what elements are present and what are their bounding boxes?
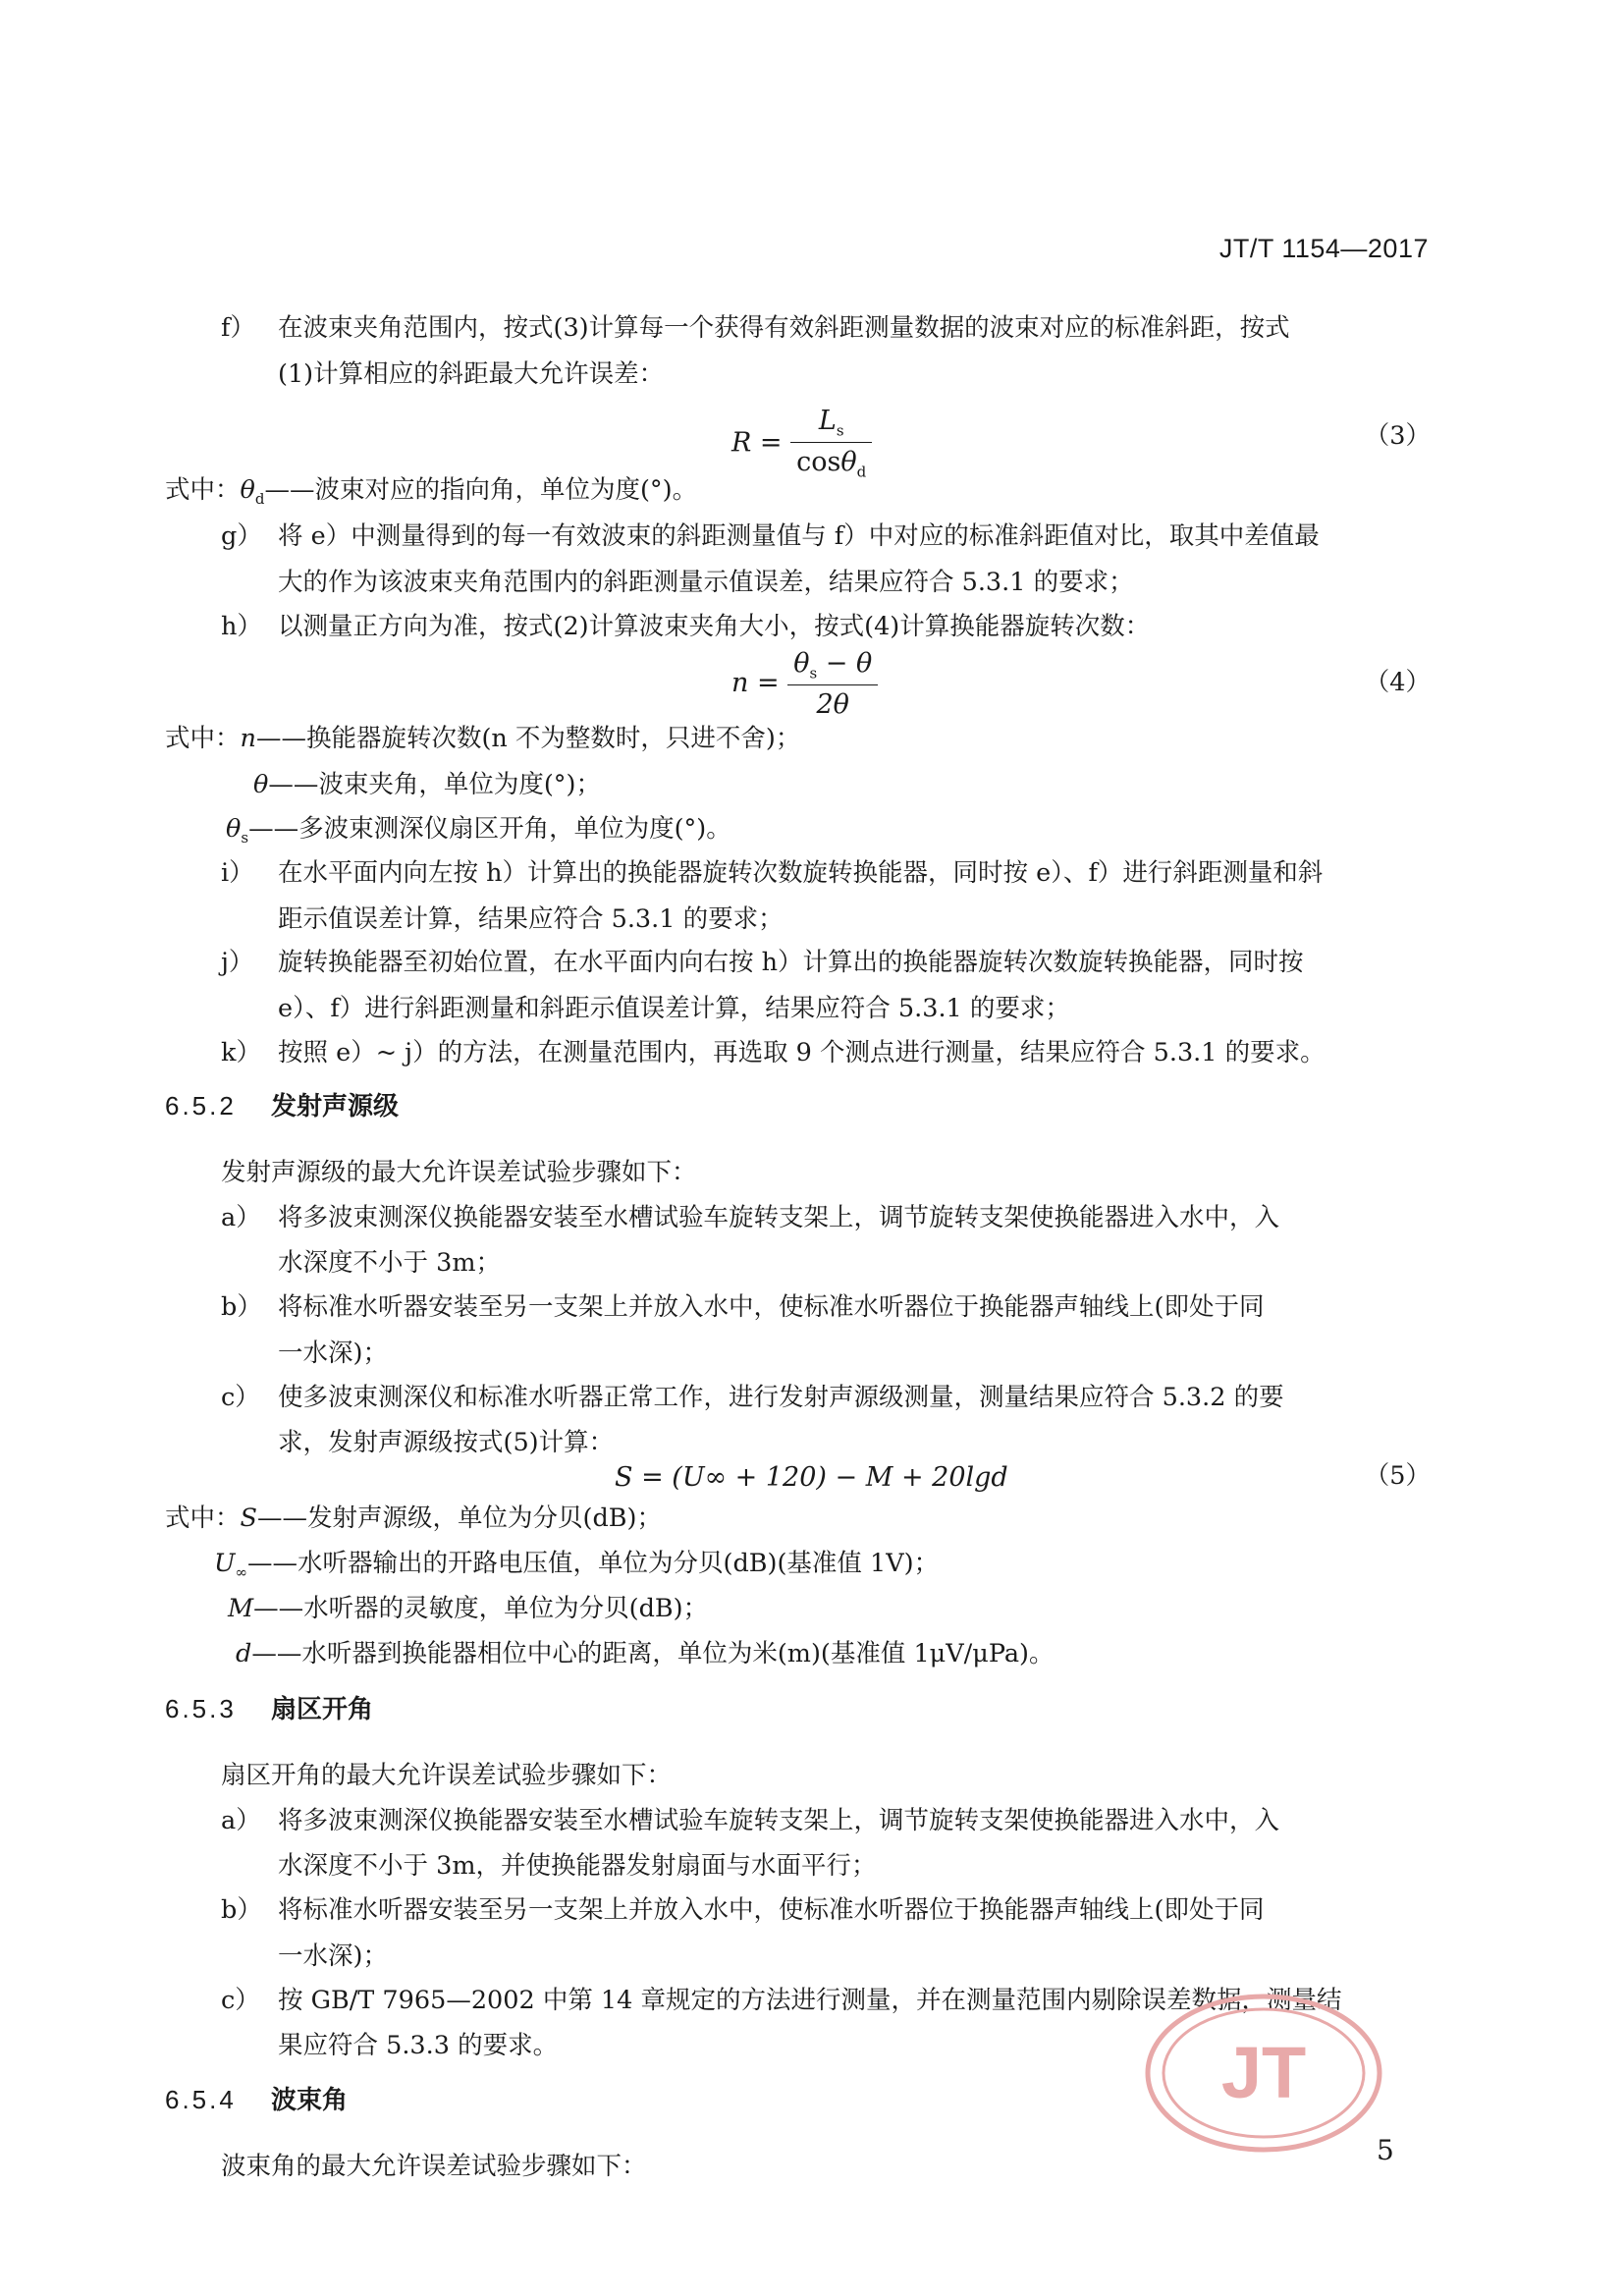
where5-d-text: ——水听器到换能器相位中心的距离，单位为米(m)(基准值 1μV/μPa)。 [251, 1639, 1055, 1668]
item-i-line1: 在水平面内向左按 h）计算出的换能器旋转次数旋转换能器，同时按 e）、f）进行斜距测量和斜 [278, 858, 1324, 888]
item-h-line1: 以测量正方向为准，按式(2)计算波束夹角大小，按式(4)计算换能器旋转次数： [278, 612, 1151, 641]
eq4-num-rest: − θ [817, 648, 873, 679]
where5-U-symbol: U [214, 1549, 236, 1578]
sec652-c-line2: 求，发射声源级按式(5)计算： [278, 1428, 615, 1457]
section-6-5-3-heading [165, 1696, 373, 1722]
sec653-b-label: b） [221, 1895, 262, 1925]
section-number: 6.5.3 [165, 1694, 237, 1723]
section-6-5-4-heading [165, 2087, 348, 2113]
eq4-den: 2θ [787, 684, 878, 718]
where5-U-text: ——水听器输出的开路电压值，单位为分贝(dB)(基准值 1V)； [247, 1549, 940, 1578]
item-g-line1: 将 e）中测量得到的每一有效波束的斜距测量值与 f）中对应的标准斜距值对比，取其中差值最 [278, 521, 1320, 551]
where-eq5-S [165, 1503, 662, 1533]
sec652-a-line2: 水深度不小于 3m； [278, 1248, 502, 1278]
item-h-label: h） [221, 612, 262, 641]
eq3-num-sub: s [836, 421, 844, 440]
section-title: 波束角 [271, 2086, 349, 2115]
where5-d-symbol: d [236, 1639, 252, 1668]
sec652-c-label: c） [221, 1383, 260, 1412]
item-f-line2: (1)计算相应的斜距最大允许误差： [278, 359, 665, 389]
sec653-c-label: c） [221, 1986, 260, 2015]
equation-5: S = (U∞ + 120) − M + 20lgd [615, 1462, 1008, 1493]
equation-3 [731, 408, 872, 480]
where-eq3 [165, 475, 698, 509]
section-6-5-2-heading [165, 1093, 399, 1120]
jt-stamp-watermark [1141, 1990, 1386, 2157]
section-title: 发射声源级 [271, 1092, 400, 1121]
where-eq4-theta [253, 770, 602, 799]
item-g-line2: 大的作为该波束夹角范围内的斜距测量示值误差，结果应符合 5.3.1 的要求； [278, 568, 1134, 597]
eq5-number: （5） [1364, 1461, 1431, 1491]
page-number: 5 [1377, 2134, 1394, 2166]
item-j-line1: 旋转换能器至初始位置，在水平面内向右按 h）计算出的换能器旋转次数旋转换能器，同时按 [278, 948, 1304, 977]
eq4-number: （4） [1364, 668, 1431, 697]
where3-symbol: θ [240, 475, 255, 505]
item-f-label: f） [221, 313, 255, 343]
sec653-b-line2: 一水深)； [278, 1941, 388, 1971]
where-eq4-theta-s [226, 814, 731, 847]
where5-M-symbol: M [228, 1594, 254, 1623]
sec652-intro: 发射声源级的最大允许误差试验步骤如下： [221, 1158, 697, 1187]
where-eq5-U [214, 1549, 940, 1582]
sec653-a-line2: 水深度不小于 3m，并使换能器发射扇面与水面平行； [278, 1851, 877, 1881]
section-number: 6.5.4 [165, 2085, 237, 2114]
equation-4 [731, 648, 878, 721]
sec653-a-line1: 将多波束测深仪换能器安装至水槽试验车旋转支架上，调节旋转支架使换能器进入水中，入 [278, 1806, 1280, 1835]
where4-thetas-text: ——多波束测深仪扇区开角，单位为度(°)。 [248, 814, 731, 844]
item-j-line2: e）、f）进行斜距测量和斜距示值误差计算，结果应符合 5.3.1 的要求； [278, 994, 1070, 1023]
where5-U-sub: ∞ [235, 1563, 247, 1582]
where-eq4-n [165, 724, 801, 753]
where-eq5-M [228, 1594, 709, 1623]
where5-prefix: 式中： [165, 1503, 241, 1533]
eq4-num: θ [793, 648, 810, 679]
where4-thetas-symbol: θ [226, 814, 242, 844]
standard-code-header: JT/T 1154—2017 [1218, 234, 1429, 263]
sec653-c-line2: 果应符合 5.3.3 的要求。 [278, 2031, 559, 2060]
sec652-a-line1: 将多波束测深仪换能器安装至水槽试验车旋转支架上，调节旋转支架使换能器进入水中，入 [278, 1203, 1280, 1232]
sec652-a-label: a） [221, 1203, 261, 1232]
where4-n-text: ——换能器旋转次数(n 不为整数时，只进不舍)； [255, 724, 801, 753]
eq4-fraction [787, 648, 878, 721]
eq4-num-sub: s [809, 664, 818, 683]
where-eq5-d [236, 1639, 1055, 1668]
sec653-a-label: a） [221, 1806, 261, 1835]
sec654-intro: 波束角的最大允许误差试验步骤如下： [221, 2152, 647, 2181]
item-k-label: k） [221, 1038, 261, 1067]
where4-theta-text: ——波束夹角，单位为度(°)； [268, 770, 602, 799]
where4-n-symbol: n [240, 724, 256, 753]
where3-text: ——波束对应的指向角，单位为度(°)。 [264, 475, 698, 505]
sec652-b-label: b） [221, 1292, 262, 1322]
where5-M-text: ——水听器的灵敏度，单位为分贝(dB)； [253, 1594, 709, 1623]
item-j-label: j） [221, 948, 254, 977]
item-i-label: i） [221, 858, 254, 888]
where3-sub: d [254, 490, 265, 509]
item-g-label: g） [221, 521, 262, 551]
sec652-b-line2: 一水深)； [278, 1339, 388, 1368]
where4-thetas-sub: s [241, 829, 249, 847]
eq3-den-cos: cos [796, 447, 841, 478]
where4-theta-symbol: θ [253, 770, 269, 799]
item-k-line1: 按照 e）~ j）的方法，在测量范围内，再选取 9 个测点进行测量，结果应符合 5.3.1 的要求。 [278, 1038, 1325, 1067]
eq3-den-sub: d [856, 463, 867, 481]
eq3-number: （3） [1364, 421, 1431, 451]
eq3-lhs: R = [731, 427, 783, 459]
eq3-den-theta: θ [840, 447, 857, 478]
eq3-fraction [790, 408, 872, 480]
stamp-text: JT [1220, 2032, 1307, 2113]
where4-prefix: 式中： [165, 724, 241, 753]
item-f-line1: 在波束夹角范围内，按式(3)计算每一个获得有效斜距测量数据的波束对应的标准斜距，按式 [278, 313, 1290, 343]
item-i-line2: 距示值误差计算，结果应符合 5.3.1 的要求； [278, 904, 784, 934]
section-number: 6.5.2 [165, 1091, 237, 1121]
eq3-num: L [818, 406, 837, 436]
where3-prefix: 式中： [165, 475, 241, 505]
sec652-c-line1: 使多波束测深仪和标准水听器正常工作，进行发射声源级测量，测量结果应符合 5.3.2 的要 [278, 1383, 1284, 1412]
sec652-b-line1: 将标准水听器安装至另一支架上并放入水中，使标准水听器位于换能器声轴线上(即处于同 [278, 1292, 1265, 1322]
sec653-intro: 扇区开角的最大允许误差试验步骤如下： [221, 1761, 673, 1790]
sec653-c-line1: 按 GB/T 7965—2002 中第 14 章规定的方法进行测量，并在测量范围内剔除误差数据，测量结 [278, 1986, 1342, 2015]
section-title: 扇区开角 [271, 1695, 374, 1724]
sec653-b-line1: 将标准水听器安装至另一支架上并放入水中，使标准水听器位于换能器声轴线上(即处于同 [278, 1895, 1265, 1925]
where5-S-text: ——发射声源级，单位为分贝(dB)； [257, 1503, 662, 1533]
where5-S-symbol: S [240, 1503, 257, 1533]
eq4-lhs: n = [731, 668, 780, 699]
